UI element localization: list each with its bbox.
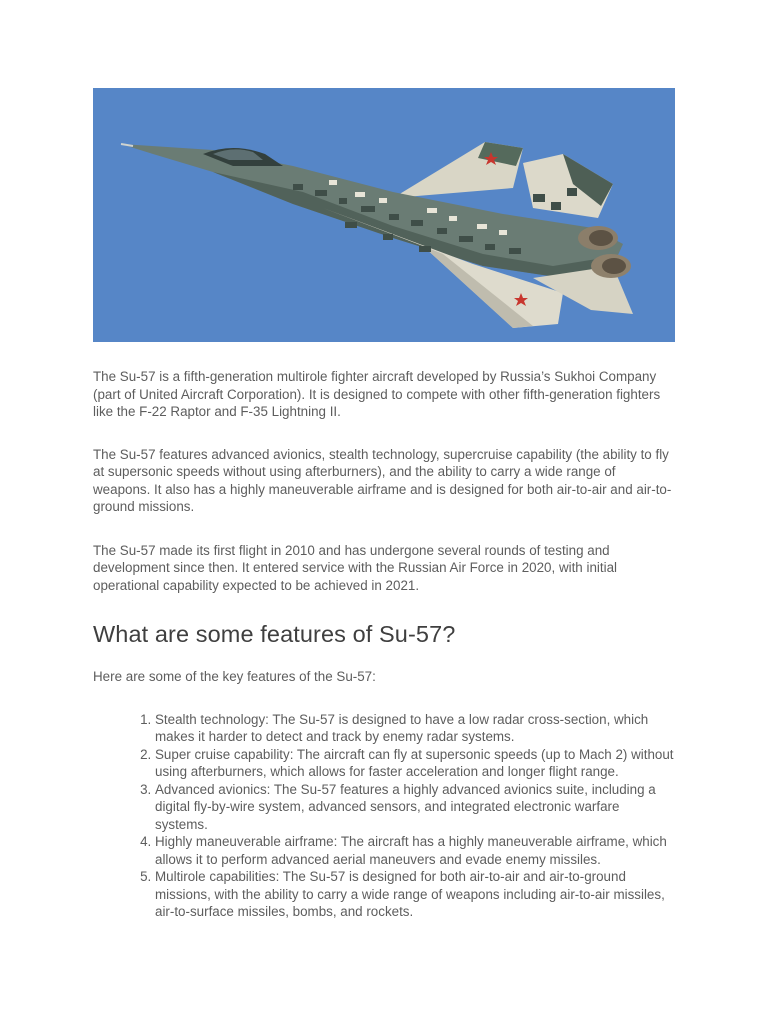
fighter-jet-illustration [93, 88, 675, 342]
features-intro: Here are some of the key features of the Su-57: [93, 669, 376, 684]
section-heading: What are some features of Su-57? [93, 621, 456, 647]
feature-item-avionics: 3. Advanced avionics: The Su-57 features a highly advanced avionics suite, including a digital fly-by-wire system, advanced sensors, and integrated electronic warfare systems. [155, 781, 675, 834]
feature-item-maneuverability: 4. Highly maneuverable airframe: The aircraft has a highly maneuverable airframe, which allows it to perform advanced aerial maneuvers and evade enemy missiles. [155, 833, 675, 868]
feature-item-multirole: 5. Multirole capabilities: The Su-57 is designed for both air-to-air and air-to-ground missions, with the ability to carry a wide range of weapons including air-to-air missiles, air-to-surface missiles, bombs, and rockets. [155, 868, 675, 921]
article [93, 88, 675, 921]
features-list [93, 711, 675, 921]
feature-item-supercruise: 2. Super cruise capability: The aircraft can fly at supersonic speeds (up to Mach 2) without using afterburners, which allows for faster acceleration and longer flight range. [155, 746, 675, 781]
paragraph-intro: The Su-57 is a fifth-generation multirole fighter aircraft developed by Russia’s Sukhoi Company (part of United Aircraft Corporation). It is designed to compete with other fifth-generation fighters like the F-22 Raptor and F-35 Lightning II. [93, 369, 661, 419]
feature-item-stealth: 1. Stealth technology: The Su-57 is designed to have a low radar cross-section, which makes it harder to detect and track by enemy radar systems. [155, 711, 675, 746]
paragraph-history: The Su-57 made its first flight in 2010 and has undergone several rounds of testing and development since then. It entered service with the Russian Air Force in 2020, with initial operational capability expected to be achieved in 2021. [93, 542, 617, 593]
su57-photo [93, 88, 675, 342]
paragraph-capabilities: The Su-57 features advanced avionics, stealth technology, supercruise capability (the ability to fly at supersonic speeds without using afterburners), and the ability to carry a wide range of weapons. It also has a highly maneuverable airframe and is designed for both air-to-air and air-to-ground missions. [93, 446, 672, 514]
